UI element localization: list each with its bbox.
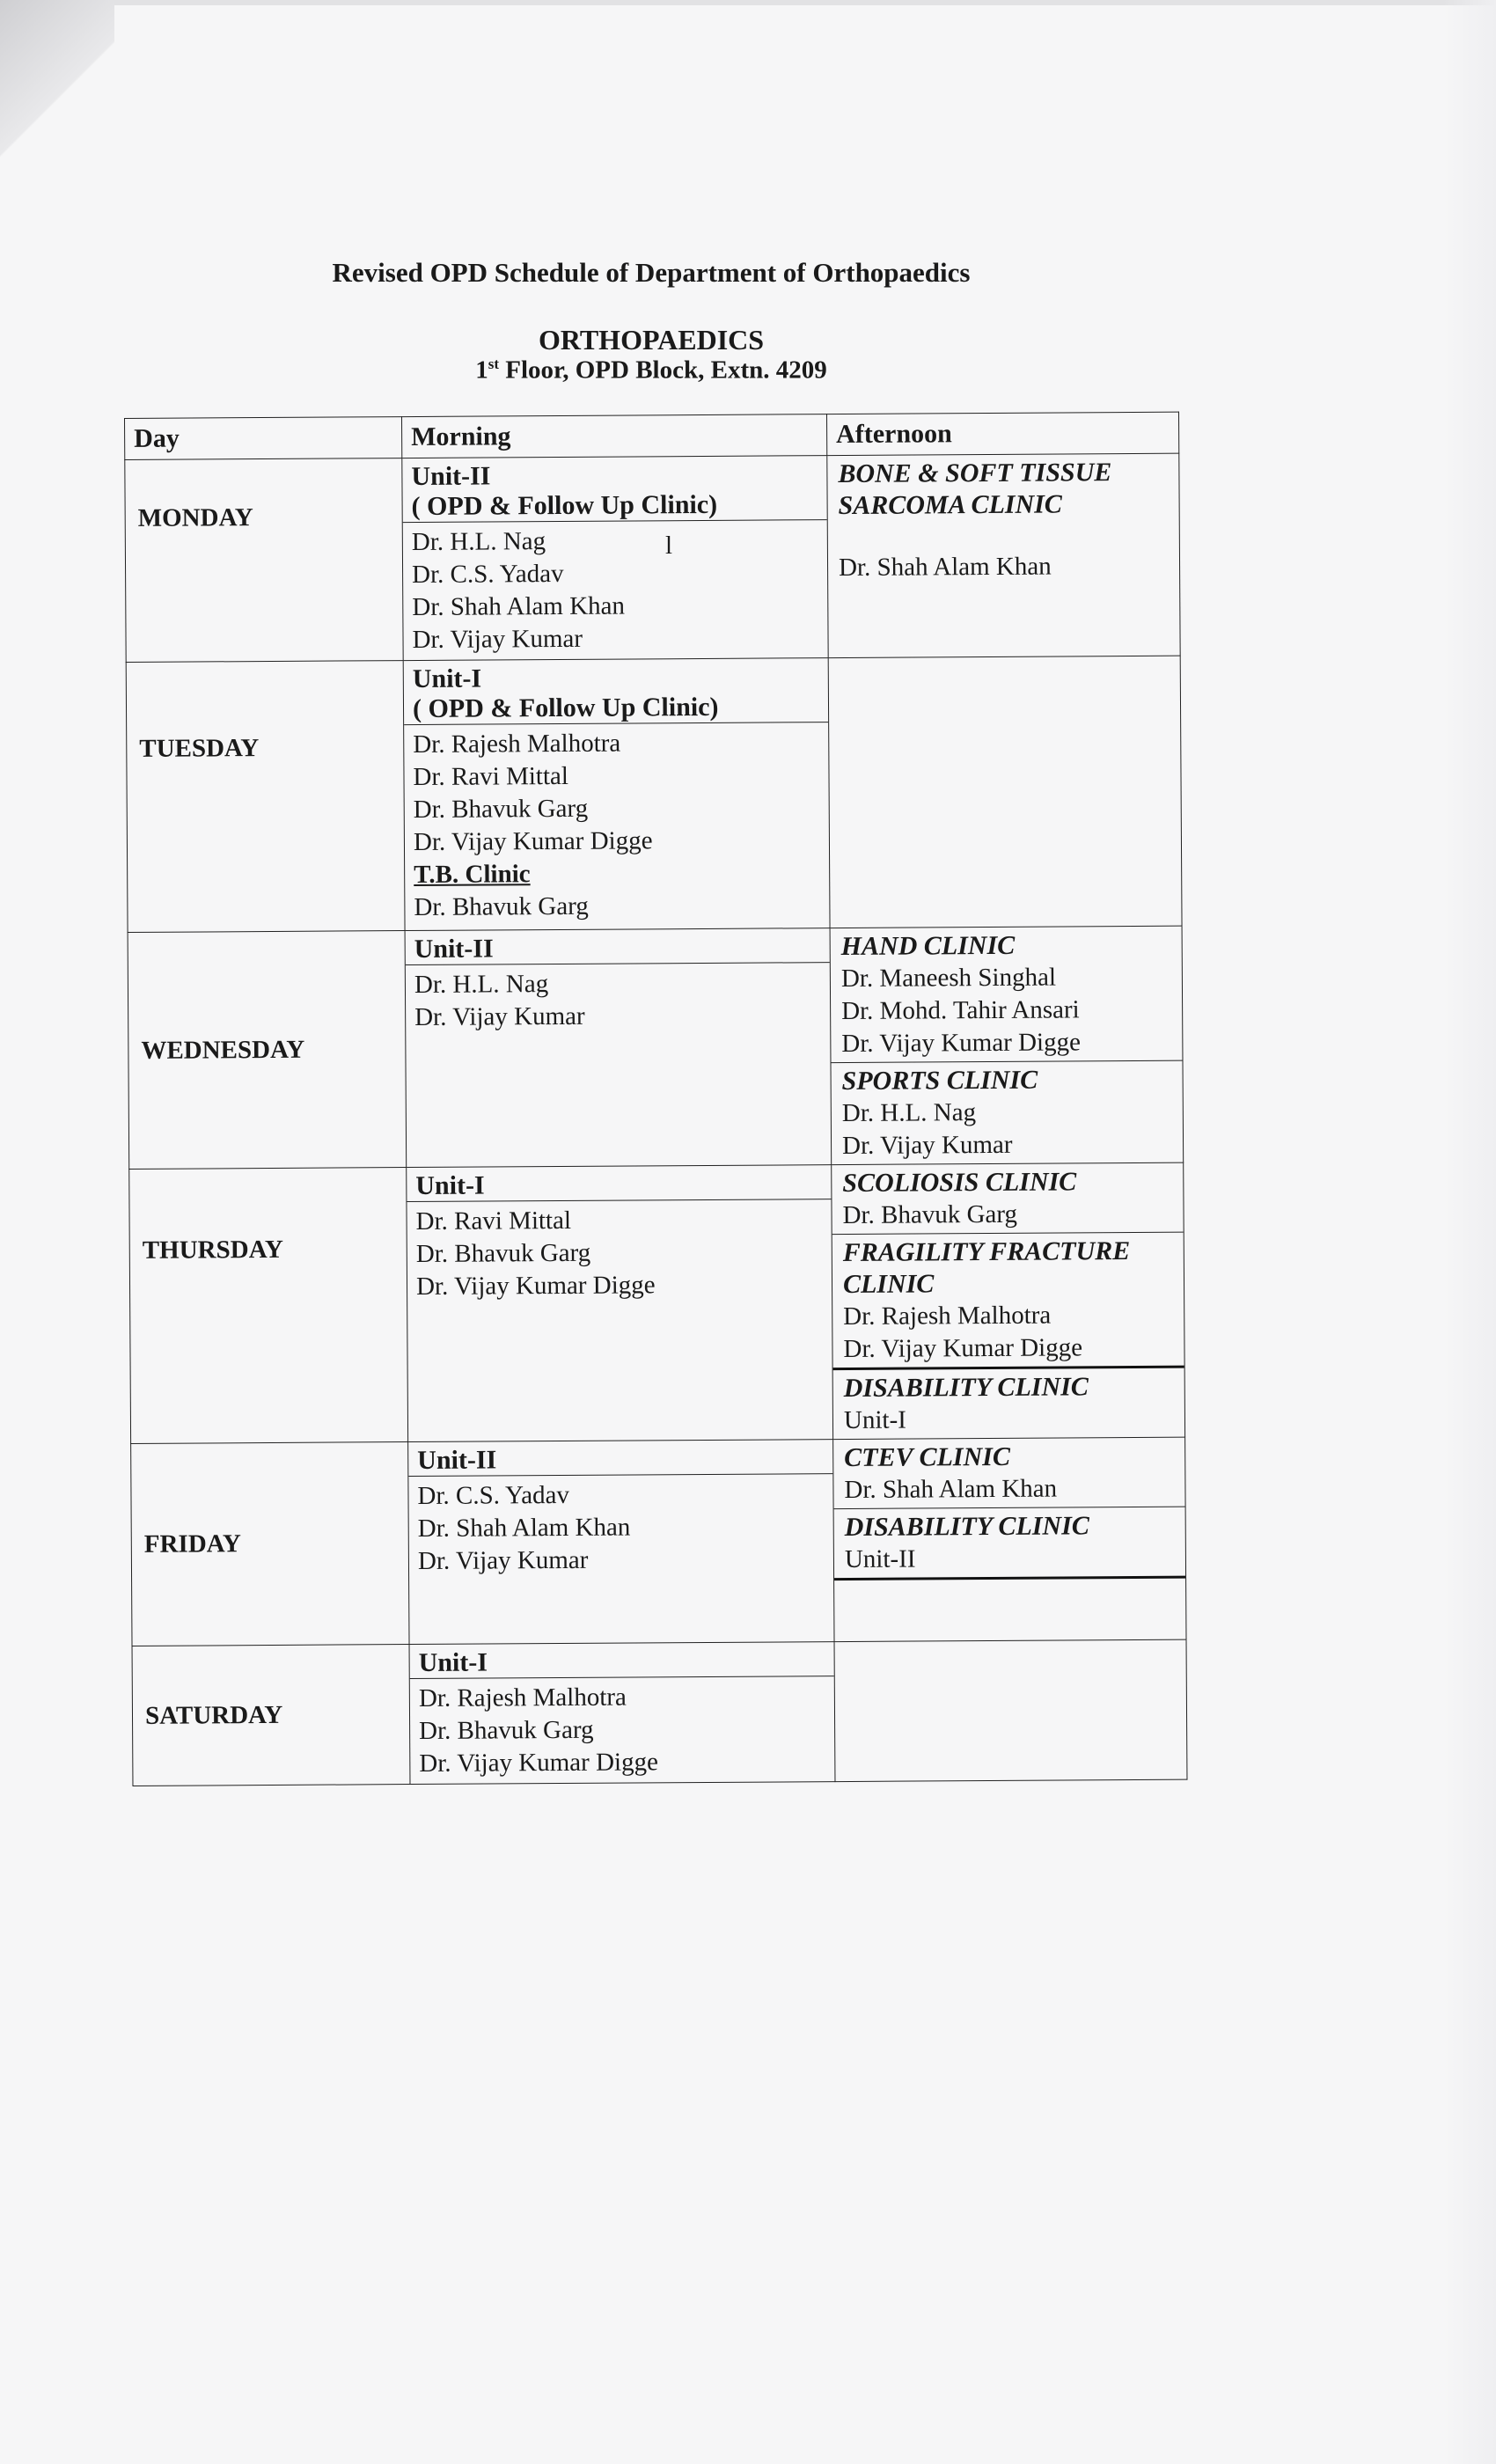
tb-clinic-title: T.B. Clinic (414, 860, 531, 889)
clinic-block (833, 1368, 1184, 1439)
doctor-list (403, 520, 828, 660)
clinic-title: FRAGILITY FRACTURE (842, 1236, 1131, 1268)
doctor-name: Dr. Ravi Mittal (413, 761, 569, 792)
clinic-block (827, 454, 1179, 586)
doctor-list (408, 1474, 833, 1581)
location-rest: Floor, OPD Block, Extn. 4209 (499, 356, 827, 385)
morning-friday (408, 1440, 834, 1645)
doctor-name: Dr. Vijay Kumar Digge (843, 1333, 1083, 1364)
doctor-list (404, 722, 829, 928)
unit-label: Unit-I (412, 664, 482, 694)
doctor-name: Dr. H.L. Nag (841, 1098, 977, 1128)
afternoon-friday (833, 1437, 1186, 1641)
clinic-title: CTEV CLINIC (844, 1441, 1011, 1473)
doctor-name: Dr. Mohd. Tahir Ansari (841, 995, 1080, 1026)
header-afternoon: Afternoon (826, 412, 1178, 455)
doctor-name: Dr. Vijay Kumar (417, 1545, 589, 1575)
document-title: Revised OPD Schedule of Department of Orthopaedics (332, 257, 971, 288)
doctor-name: Dr. Shah Alam Khan (412, 591, 626, 622)
doctor-name: Dr. Bhavuk Garg (415, 1238, 591, 1268)
clinic-block (831, 927, 1183, 1063)
doctor-name: Dr. Rajesh Malhotra (418, 1683, 627, 1712)
clinic-title: HAND CLINIC (840, 930, 1016, 962)
department-name: ORTHOPAEDICS (538, 324, 765, 356)
doctor-name: Dr. H.L. Nag (414, 970, 549, 999)
stray-mark: l (665, 532, 673, 560)
afternoon-saturday (834, 1639, 1187, 1781)
row-wednesday (128, 926, 1184, 1169)
doctor-name: Dr. Bhavuk Garg (419, 1715, 594, 1745)
clinic-block (834, 1507, 1185, 1580)
morning-tuesday (403, 658, 830, 931)
unit-label: Unit-II (411, 461, 491, 492)
unit-name: Unit-I (843, 1405, 906, 1435)
clinic-title: BONE & SOFT TISSUE (838, 458, 1112, 489)
clinic-title: CLINIC (842, 1269, 935, 1300)
page-edge (0, 0, 1496, 5)
unit-subtitle: ( OPD & Follow Up Clinic) (411, 489, 718, 522)
clinic-title: DISABILITY CLINIC (844, 1511, 1089, 1543)
doctor-name: Dr. H.L. Nag (411, 527, 546, 557)
doctor-name: Dr. Rajesh Malhotra (413, 729, 621, 759)
unit-heading (402, 456, 826, 523)
clinic-title: SCOLIOSIS CLINIC (842, 1167, 1077, 1199)
clinic-title: SARCOMA CLINIC (838, 489, 1063, 521)
unit-name: Unit-II (844, 1544, 916, 1574)
unit-heading: Unit-I (410, 1642, 834, 1679)
doctor-name: Dr. C.S. Yadav (417, 1480, 570, 1510)
morning-thursday (407, 1165, 833, 1442)
doctor-name: Dr. Vijay Kumar Digge (415, 1271, 656, 1301)
doctor-name: Dr. Maneesh Singhal (840, 963, 1057, 994)
unit-heading (404, 658, 828, 725)
doctor-name: Dr. Shah Alam Khan (844, 1474, 1058, 1505)
doctor-name: Dr. Vijay Kumar Digge (413, 826, 653, 856)
afternoon-monday (827, 453, 1180, 657)
doctor-name: Dr. Vijay Kumar (412, 624, 583, 655)
clinic-block (832, 1163, 1183, 1235)
unit-heading: Unit-I (407, 1165, 831, 1202)
clinic-block (833, 1438, 1184, 1509)
floor-suffix: st (488, 356, 500, 372)
doctor-name: Dr. C.S. Yadav (411, 559, 564, 590)
afternoon-wednesday (830, 926, 1184, 1164)
afternoon-tuesday (828, 656, 1182, 928)
doctor-name: Dr. Rajesh Malhotra (843, 1301, 1052, 1331)
doctor-name: Dr. Vijay Kumar Digge (841, 1028, 1082, 1059)
doctor-name: Dr. Shah Alam Khan (417, 1513, 631, 1543)
doctor-name: Dr. Bhavuk Garg (414, 891, 589, 921)
afternoon-thursday (832, 1162, 1185, 1439)
doctor-name: Dr. Bhavuk Garg (413, 794, 589, 824)
day-tuesday: TUESDAY (126, 661, 405, 933)
clinic-title: SPORTS CLINIC (841, 1065, 1038, 1096)
floor-number: 1 (475, 356, 488, 385)
doctor-name: Dr. Ravi Mittal (415, 1206, 572, 1236)
unit-heading: Unit-II (406, 928, 830, 965)
day-wednesday: WEDNESDAY (128, 931, 407, 1170)
row-monday (125, 453, 1180, 662)
unit-heading: Unit-II (408, 1440, 832, 1477)
location-line (0, 356, 1302, 385)
day-friday: FRIDAY (131, 1442, 409, 1646)
clinic-title: DISABILITY CLINIC (843, 1372, 1089, 1404)
morning-wednesday (405, 928, 832, 1168)
schedule-table (124, 412, 1187, 1786)
header-row (125, 412, 1179, 459)
doctor-name: Dr. Vijay Kumar Digge (419, 1748, 659, 1778)
day-monday: MONDAY (125, 458, 403, 663)
doctor-list (407, 1199, 832, 1307)
header-day: Day (125, 417, 402, 460)
morning-monday (402, 456, 828, 661)
row-tuesday (126, 656, 1182, 932)
clinic-block (832, 1233, 1184, 1370)
doctor-list (410, 1676, 835, 1784)
page-shadow (1443, 0, 1496, 2464)
doctor-name: Dr. Vijay Kumar (414, 1001, 585, 1031)
row-saturday (132, 1639, 1187, 1786)
doctor-name: Dr. Vijay Kumar (841, 1130, 1013, 1161)
day-saturday: SATURDAY (132, 1645, 410, 1786)
doctor-list (406, 963, 830, 1038)
header-morning: Morning (401, 414, 826, 458)
row-thursday (129, 1162, 1185, 1443)
doctor-name: Dr. Shah Alam Khan (838, 552, 1052, 583)
doctor-name: Dr. Bhavuk Garg (842, 1199, 1018, 1230)
morning-saturday (409, 1642, 835, 1785)
folded-corner (0, 0, 114, 167)
clinic-block (831, 1061, 1183, 1164)
day-thursday: THURSDAY (129, 1168, 408, 1444)
row-friday (131, 1437, 1186, 1646)
unit-subtitle: ( OPD & Follow Up Clinic) (412, 692, 719, 724)
